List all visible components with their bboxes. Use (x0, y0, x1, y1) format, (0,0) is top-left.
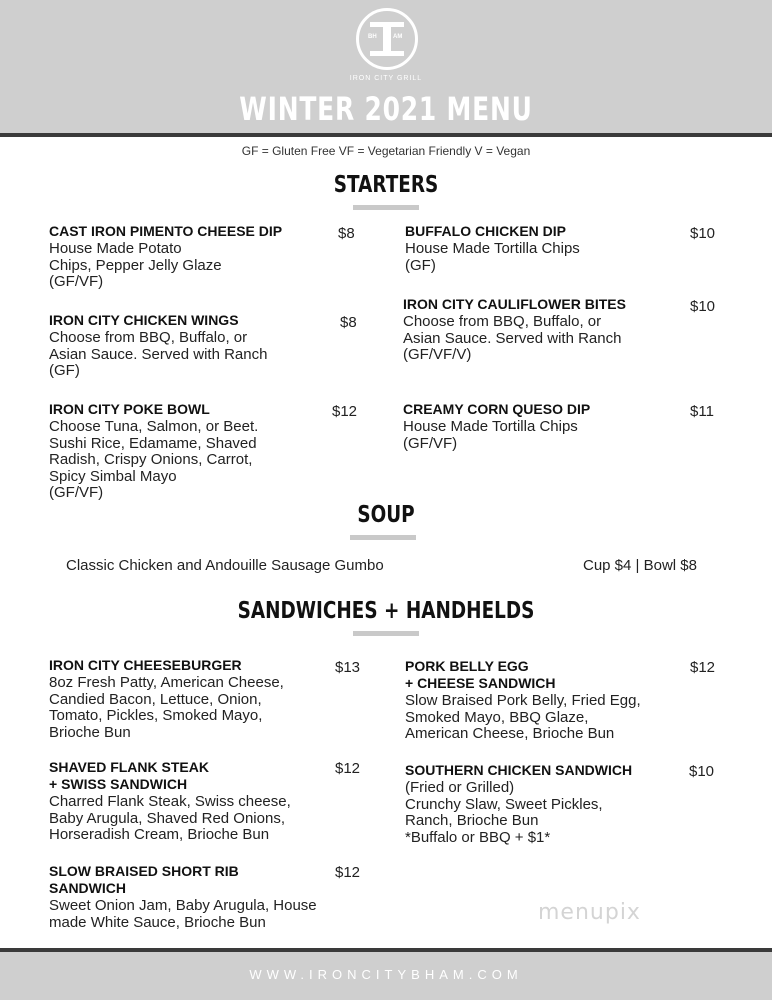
item-price: $12 (335, 760, 361, 777)
starters-rule (353, 205, 419, 210)
item-price: $10 (690, 298, 716, 315)
item-price: $8 (338, 225, 355, 242)
item-name: CREAMY CORN QUESO DIP (403, 401, 591, 417)
starters-heading: STARTERS (333, 172, 439, 198)
logo-letters-right: AM (393, 34, 403, 40)
item-name: IRON CITY CAULIFLOWER BITES (403, 296, 626, 312)
item-name: SHAVED FLANK STEAK + SWISS SANDWICH (49, 759, 209, 792)
item-description: Choose from BBQ, Buffalo, or Asian Sauce. Served with Ranch (GF) (49, 329, 268, 379)
header-divider (0, 133, 772, 137)
menupix-watermark: menupix (538, 900, 641, 925)
item-price: $12 (332, 403, 358, 420)
menu-item (49, 312, 339, 380)
item-name: SLOW BRAISED SHORT RIB SANDWICH (49, 863, 239, 896)
menu-item (49, 759, 339, 844)
sandwiches-heading: SANDWICHES + HANDHELDS (237, 598, 535, 624)
brand-name: IRON CITY GRILL (349, 75, 423, 82)
menu-item (405, 762, 690, 846)
menu-item (403, 401, 688, 452)
item-name: IRON CITY POKE BOWL (49, 401, 210, 417)
soup-heading: SOUP (357, 502, 415, 528)
item-price: $10 (689, 763, 715, 780)
item-description: Slow Braised Pork Belly, Fried Egg, Smoked Mayo, BBQ Glaze, American Cheese, Brioche Bun (405, 692, 641, 742)
item-name: PORK BELLY EGG + CHEESE SANDWICH (405, 658, 556, 691)
menu-item (403, 296, 688, 364)
item-description: House Made Potato Chips, Pepper Jelly Glaze (GF/VF) (49, 240, 222, 290)
item-price: $12 (690, 659, 716, 676)
item-price: $11 (690, 403, 714, 420)
soup-rule (350, 535, 416, 540)
sandwiches-rule (353, 631, 419, 636)
soup-price: Cup $4 | Bowl $8 (583, 557, 697, 574)
item-price: $13 (335, 659, 361, 676)
item-name: CAST IRON PIMENTO CHEESE DIP (49, 223, 283, 239)
menu-item (49, 223, 339, 291)
item-description: Choose Tuna, Salmon, or Beet. Sushi Rice, Edamame, Shaved Radish, Crispy Onions, Carrot, Spicy Simbal Mayo (GF/VF) (49, 418, 259, 501)
item-price: $8 (340, 314, 357, 331)
item-name: SOUTHERN CHICKEN SANDWICH (405, 762, 633, 778)
item-description: (Fried or Grilled) Crunchy Slaw, Sweet Pickles, Ranch, Brioche Bun *Buffalo or BBQ + $1* (405, 779, 603, 846)
logo-letters-left: BH (368, 34, 377, 40)
item-name: IRON CITY CHICKEN WINGS (49, 312, 239, 328)
menu-item (49, 863, 349, 931)
website-url[interactable]: WWW.IRONCITYBHAM.COM (249, 967, 523, 982)
dietary-legend: GF = Gluten Free VF = Vegetarian Friendly V = Vegan (241, 144, 531, 158)
item-description: House Made Tortilla Chips (GF/VF) (403, 418, 578, 452)
item-price: $12 (335, 864, 361, 881)
item-description: 8oz Fresh Patty, American Cheese, Candied Bacon, Lettuce, Onion, Tomato, Pickles, Smoked Mayo, Brioche Bun (49, 674, 284, 741)
item-description: Sweet Onion Jam, Baby Arugula, House made White Sauce, Brioche Bun (49, 897, 317, 931)
item-price: $10 (690, 225, 716, 242)
iron-city-logo (356, 8, 418, 70)
item-name: BUFFALO CHICKEN DIP (405, 223, 566, 239)
item-description: Choose from BBQ, Buffalo, or Asian Sauce. Served with Ranch (GF/VF/V) (403, 313, 622, 363)
item-name: IRON CITY CHEESEBURGER (49, 657, 242, 673)
menu-item (49, 657, 339, 741)
logo-i-bottom (370, 51, 404, 56)
menu-item (405, 223, 685, 274)
menu-title: WINTER 2021 MENU (239, 90, 533, 128)
item-description: Charred Flank Steak, Swiss cheese, Baby Arugula, Shaved Red Onions, Horseradish Cream, Brioche Bun (49, 793, 291, 843)
menu-item (49, 401, 339, 502)
soup-item: Classic Chicken and Andouille Sausage Gumbo (66, 557, 384, 574)
menu-item (405, 658, 690, 743)
item-description: House Made Tortilla Chips (GF) (405, 240, 580, 274)
